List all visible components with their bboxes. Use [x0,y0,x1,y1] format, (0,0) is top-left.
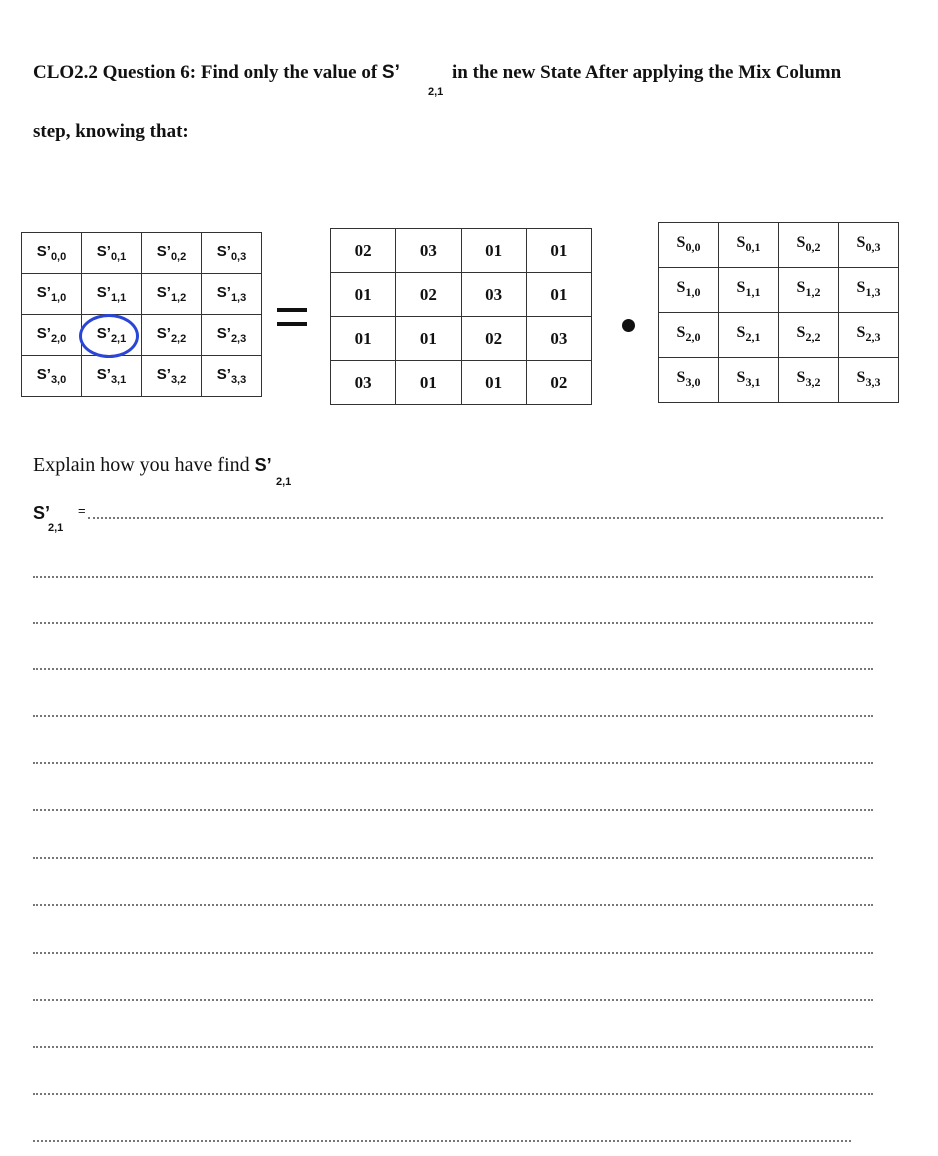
result-cell [22,233,82,274]
result-cell-base: S’ [156,284,171,301]
state-cell-base: S [736,369,746,387]
result-cell [202,274,262,315]
writing-line[interactable] [33,622,873,624]
mix-cell: 02 [461,317,526,361]
result-cell-subscript: 0,2 [170,251,187,263]
result-cell-base: S’ [96,366,111,383]
mix-cell: 01 [331,317,396,361]
explain-symbol: S’ [254,455,272,475]
result-cell-base: S’ [96,284,111,301]
state-cell-subscript: 1,3 [865,285,881,300]
state-row [659,223,899,268]
result-cell-subscript: 3,1 [110,374,127,386]
writing-line[interactable] [33,1140,851,1142]
result-matrix [21,232,262,397]
state-cell [659,313,719,358]
state-cell [719,268,779,313]
state-cell [839,358,899,403]
result-cell-base: S’ [156,366,171,383]
result-cell [22,356,82,397]
state-cell [659,358,719,403]
question-prefix: CLO2.2 Question 6: Find only the value of [33,62,378,83]
explain-symbol-sub: 2,1 [276,476,292,488]
mix-cell: 03 [461,273,526,317]
result-cell-subscript: 0,0 [50,251,67,263]
writing-line[interactable] [33,715,873,717]
mix-cell: 02 [396,273,461,317]
result-cell-base: S’ [36,325,51,342]
mix-cell: 01 [526,229,591,273]
answer-equals: = [78,503,86,518]
state-cell [779,313,839,358]
state-cell [779,358,839,403]
answer-line[interactable] [88,517,883,519]
result-cell [202,315,262,356]
writing-line[interactable] [33,762,873,764]
state-cell [839,313,899,358]
result-cell-subscript: 2,2 [170,333,187,345]
question-line-1 [33,62,400,84]
mix-cell: 01 [526,273,591,317]
writing-line[interactable] [33,1046,873,1048]
writing-line[interactable] [33,668,873,670]
writing-line[interactable] [33,809,873,811]
writing-line[interactable] [33,1093,873,1095]
result-cell-base: S’ [36,243,51,260]
result-cell-subscript: 2,1 [110,333,127,345]
result-cell [82,233,142,274]
question-symbol: S’ [381,62,400,83]
result-cell-subscript: 3,2 [170,374,187,386]
state-cell-subscript: 0,3 [865,240,881,255]
state-row [659,358,899,403]
result-cell [82,274,142,315]
writing-line[interactable] [33,857,873,859]
mix-cell: 01 [461,361,526,405]
result-cell-subscript: 2,0 [50,333,67,345]
mix-cell: 03 [396,229,461,273]
mix-cell: 01 [396,317,461,361]
state-cell-subscript: 3,2 [805,375,821,390]
mix-row [331,361,592,405]
state-cell-base: S [796,369,806,387]
result-cell-base: S’ [216,243,231,260]
result-cell [202,356,262,397]
state-row [659,313,899,358]
equals-sign-bottom [277,322,307,326]
state-cell-subscript: 2,3 [865,330,881,345]
writing-line[interactable] [33,576,873,578]
result-cell-base: S’ [36,366,51,383]
state-cell-subscript: 2,2 [805,330,821,345]
writing-line[interactable] [33,999,873,1001]
mix-row [331,229,592,273]
result-cell [22,274,82,315]
state-cell-subscript: 1,1 [745,285,761,300]
explain-label: Explain how you have find [33,454,250,476]
state-cell-base: S [676,324,686,342]
state-cell [719,223,779,268]
question-line-2: step, knowing that: [33,121,189,142]
result-cell [142,274,202,315]
state-cell-base: S [736,324,746,342]
state-cell-subscript: 3,0 [685,375,701,390]
result-cell-base: S’ [156,243,171,260]
result-cell [202,233,262,274]
state-cell-subscript: 2,0 [685,330,701,345]
result-cell [22,315,82,356]
mix-cell: 03 [526,317,591,361]
state-cell-subscript: 2,1 [745,330,761,345]
state-cell [779,268,839,313]
state-cell-base: S [796,279,806,297]
result-cell-subscript: 1,2 [170,292,187,304]
state-cell [719,358,779,403]
result-row [22,315,262,356]
result-cell-base: S’ [156,325,171,342]
result-row [22,356,262,397]
state-cell-subscript: 1,0 [685,285,701,300]
mix-row [331,273,592,317]
result-cell-subscript: 1,0 [50,292,67,304]
state-cell-subscript: 3,3 [865,375,881,390]
state-cell-subscript: 1,2 [805,285,821,300]
result-cell-subscript: 2,3 [230,333,247,345]
state-cell [839,268,899,313]
explain-prompt [33,454,272,477]
state-cell [719,313,779,358]
result-cell-subscript: 1,3 [230,292,247,304]
state-cell [659,268,719,313]
state-cell-base: S [736,279,746,297]
mix-cell: 02 [526,361,591,405]
result-cell-base: S’ [36,284,51,301]
state-cell-base: S [676,369,686,387]
highlight-circle [79,314,139,358]
mix-cell: 01 [331,273,396,317]
state-cell [659,223,719,268]
state-matrix [658,222,899,403]
result-cell-base: S’ [216,284,231,301]
state-cell-base: S [856,234,866,252]
answer-symbol-sub: 2,1 [48,522,64,534]
state-cell-base: S [736,234,746,252]
state-row [659,268,899,313]
state-cell-base: S [856,324,866,342]
state-cell-base: S [856,279,866,297]
question-symbol-sub: 2,1 [428,86,444,98]
mix-cell: 01 [461,229,526,273]
state-cell-base: S [796,234,806,252]
result-cell-subscript: 3,0 [50,374,67,386]
answer-symbol: S’ [33,503,51,523]
state-cell-subscript: 3,1 [745,375,761,390]
result-cell [142,233,202,274]
mix-cell: 01 [396,361,461,405]
multiply-dot [622,319,635,332]
state-cell-subscript: 0,2 [805,240,821,255]
result-cell [142,356,202,397]
state-cell-base: S [676,279,686,297]
state-cell-subscript: 0,0 [685,240,701,255]
state-cell-base: S [676,234,686,252]
mix-cell: 02 [331,229,396,273]
state-cell [839,223,899,268]
mix-row [331,317,592,361]
mix-cell: 03 [331,361,396,405]
question-suffix: in the new State After applying the Mix Column [452,62,842,83]
result-cell-base: S’ [216,366,231,383]
writing-line[interactable] [33,952,873,954]
state-cell-subscript: 0,1 [745,240,761,255]
result-cell-base: S’ [96,243,111,260]
writing-line[interactable] [33,904,873,906]
result-cell-subscript: 0,1 [110,251,127,263]
mix-column-matrix [330,228,592,405]
result-row [22,274,262,315]
result-cell-subscript: 3,3 [230,374,247,386]
result-cell [82,356,142,397]
result-cell-base: S’ [96,325,111,342]
result-cell-subscript: 0,3 [230,251,247,263]
result-cell [142,315,202,356]
equals-sign-top [277,308,307,312]
state-cell-base: S [856,369,866,387]
result-row [22,233,262,274]
state-cell [779,223,839,268]
result-cell-subscript: 1,1 [110,292,127,304]
result-cell-base: S’ [216,325,231,342]
state-cell-base: S [796,324,806,342]
